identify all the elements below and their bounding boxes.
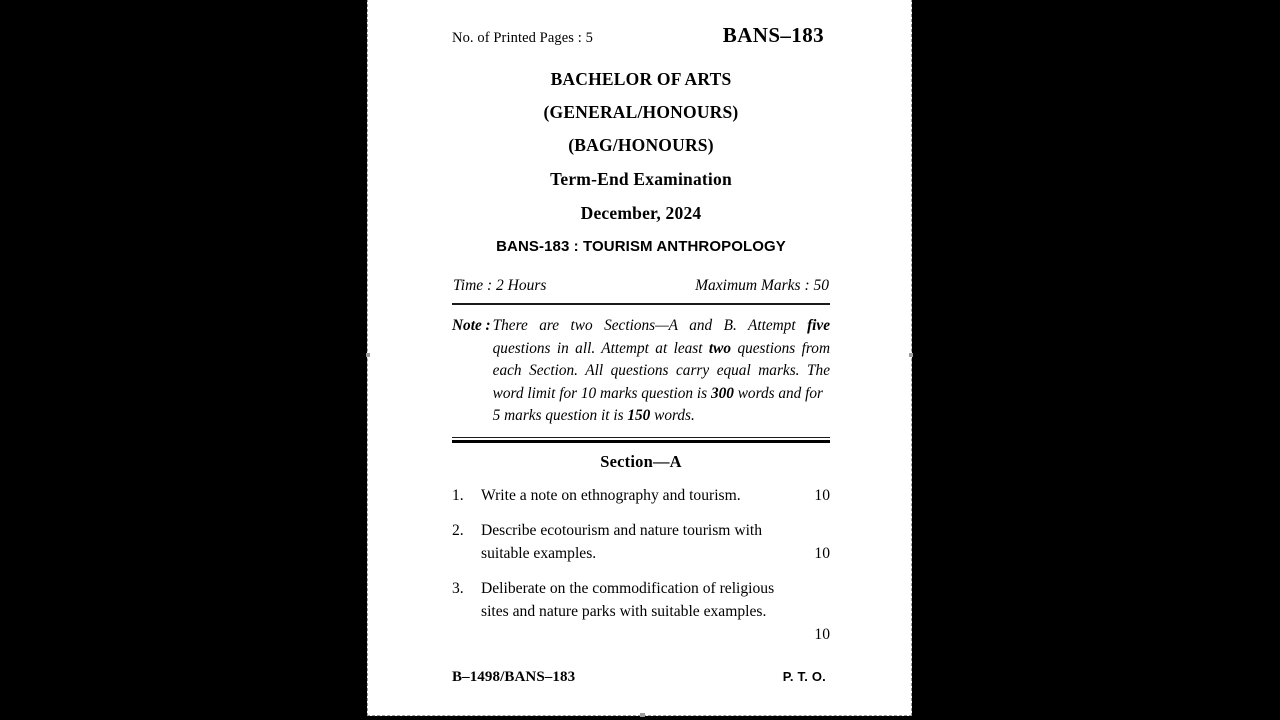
exam-type-title: Term-End Examination — [550, 169, 732, 189]
note-part-1: There are two Sections—A and B. Attempt — [492, 317, 808, 334]
note-part-2: questions in all. Attempt at least — [492, 339, 709, 357]
paper-code: BANS–183 — [722, 23, 824, 47]
note-last-part-2: words. — [650, 407, 695, 425]
note-last-part-1: 5 marks question it is — [492, 407, 628, 425]
subject-title: BANS-183 : TOURISM ANTHROPOLOGY — [496, 238, 786, 255]
exam-paper-page — [367, 0, 912, 716]
question-body — [481, 485, 830, 508]
question-item — [452, 520, 830, 565]
note-part-3: questions from each Section. All questions carry equal marks. The word limit for 10 marks question is — [492, 339, 830, 402]
question-number: 2. — [452, 522, 464, 540]
page-footer — [452, 669, 830, 686]
header-row — [452, 23, 830, 45]
divider-rule-double — [452, 437, 830, 443]
question-marks: 10 — [814, 486, 830, 504]
question-item — [452, 485, 830, 508]
exam-date-title: December, 2024 — [580, 203, 702, 223]
question-number: 3. — [452, 580, 464, 598]
note-last-line — [493, 405, 830, 428]
question-marks: 10 — [814, 626, 830, 644]
question-text-line2-row — [481, 543, 830, 566]
degree-stream-title: (GENERAL/HONOURS) — [543, 102, 739, 122]
question-item — [452, 578, 830, 647]
page-edge-tick-right — [909, 353, 913, 357]
divider-rule-top — [452, 303, 830, 305]
question-text-line2: suitable examples. — [481, 544, 597, 562]
question-text: Write a note on ethnography and tourism. — [481, 486, 741, 504]
degree-title: BACHELOR OF ARTS — [550, 69, 732, 89]
programme-code-title: (BAG/HONOURS) — [568, 135, 714, 155]
question-text-line2: sites and nature parks with suitable examples. — [481, 602, 767, 620]
note-part-4: words and for — [733, 384, 823, 402]
note-emphasis-300: 300 — [710, 384, 734, 402]
exam-meta-row — [452, 277, 830, 295]
note-emphasis-five: five — [807, 317, 830, 334]
note-emphasis-150: 150 — [627, 407, 651, 425]
question-marks: 10 — [814, 544, 830, 562]
note-label: Note : — [452, 317, 491, 334]
note-emphasis-two: two — [708, 339, 732, 357]
instructions-note — [452, 315, 830, 428]
exam-max-marks: Maximum Marks : 50 — [695, 277, 829, 294]
exam-time: Time : 2 Hours — [453, 277, 547, 294]
section-a-heading: Section—A — [600, 451, 682, 471]
question-body — [481, 578, 830, 647]
footer-pto-label: P. T. O. — [782, 668, 826, 684]
question-text: Describe ecotourism and nature tourism with — [481, 522, 763, 540]
printed-pages-label: No. of Printed Pages : 5 — [452, 30, 593, 46]
page-edge-tick-left — [366, 353, 370, 357]
footer-paper-serial: B–1498/BANS–183 — [452, 668, 576, 685]
page-content — [452, 23, 830, 686]
question-text: Deliberate on the commodification of religious — [481, 580, 775, 598]
note-text — [493, 315, 830, 428]
question-body — [481, 520, 830, 565]
page-edge-tick-bottom — [640, 713, 645, 717]
divider-rule-double-inner — [452, 440, 830, 443]
question-number: 1. — [452, 486, 464, 504]
